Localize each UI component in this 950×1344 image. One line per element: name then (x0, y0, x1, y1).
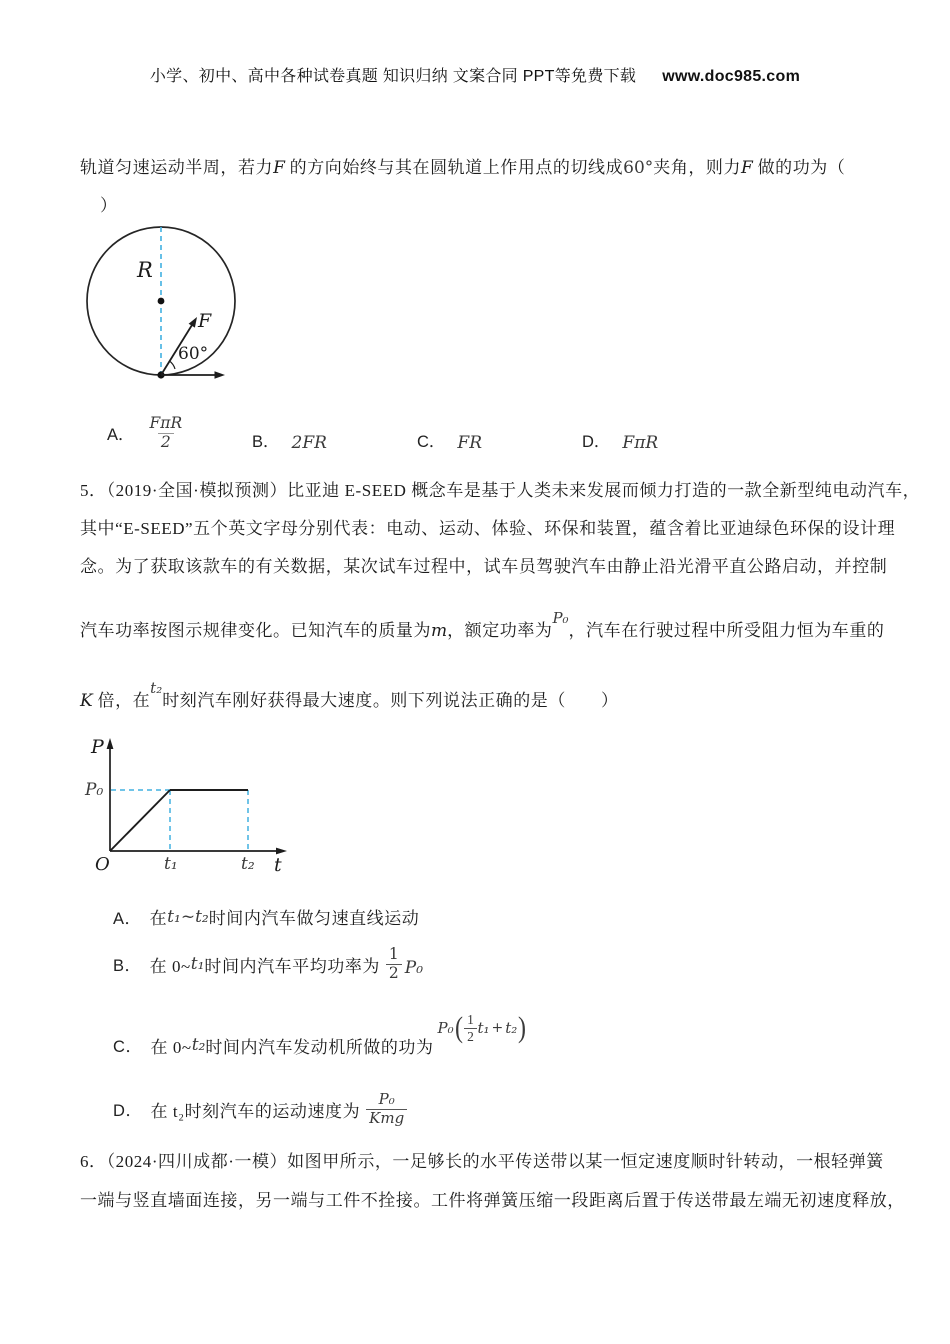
q4-line1-a: 轨道匀速运动半周，若力 (80, 158, 274, 177)
graph-ylabel: P (91, 736, 104, 758)
q5-power-time-graph (85, 736, 300, 881)
fraction-numerator: FπR (149, 413, 183, 432)
q5-option-c-mid: 时间内汽车发动机所做的功为 (205, 1037, 434, 1057)
q5-option-a (113, 904, 419, 929)
q4-option-a-label: A． (107, 426, 135, 444)
graph-xlabel: t (274, 854, 282, 876)
graph-t1-tick: t₁ (164, 854, 178, 874)
q5-option-c (113, 1011, 528, 1068)
formula-t2: t₂ (505, 1019, 518, 1037)
q4-text-line-1 (80, 155, 880, 181)
q5-option-b (113, 942, 423, 986)
q5-option-b-pre: 在 0~ (149, 956, 191, 976)
plus-sign: + (491, 1020, 504, 1036)
q4-option-a-fraction (147, 415, 186, 452)
q4-option-c-value: FR (457, 432, 483, 453)
fraction-denominator: 2 (386, 964, 402, 983)
open-paren: ( (454, 1011, 464, 1044)
q4-circle-figure (85, 220, 255, 390)
mass-symbol: m (431, 621, 448, 641)
q5-option-c-formula (438, 1011, 528, 1045)
radius-label: R (137, 258, 153, 282)
q5-option-a-pre: 在 (149, 909, 168, 928)
graph-origin: O (95, 854, 110, 875)
q5-option-c-t2: t₂ (191, 1035, 206, 1055)
q5-option-d (113, 1086, 407, 1132)
q5-option-b-t1: t₁ (190, 954, 205, 974)
formula-p0: P₀ (437, 1019, 454, 1037)
q4-option-d (582, 425, 658, 455)
q4-option-c (417, 425, 482, 455)
center-dot (158, 298, 165, 305)
q5-line5-b: 时刻汽车刚好获得最大速度。则下列说法正确的是（ ） (162, 691, 619, 710)
q5-option-d-pre: 在 t₂时刻汽车的运动速度为 (150, 1101, 361, 1121)
q4-option-c-label: C． (417, 433, 446, 451)
page-header (0, 63, 950, 86)
force-label: F (198, 310, 212, 332)
q4-force-symbol: F (273, 158, 285, 178)
q4-line1-c: 夹角，则力 (653, 158, 742, 177)
q5-option-a-post: 时间内汽车做匀速直线运动 (208, 909, 420, 928)
q5-text-line-3: 念。为了获取该款车的有关数据，某次试车过程中，试车员驾驶汽车由静止沿光滑平直公路启动，并控制 (80, 557, 888, 576)
rated-power-symbol: P₀ (552, 609, 569, 627)
fraction-numerator: P₀ (378, 1090, 395, 1109)
formula-fraction (464, 1012, 477, 1044)
q4-line1-b: 的方向始终与其在圆轨道上作用点的切线成 (289, 158, 624, 177)
q4-force-symbol-2: F (741, 158, 753, 178)
header-slogan: 小学、初中、高中各种试卷真题 知识归纳 文案合同 PPT等免费下载 (149, 68, 637, 85)
q4-option-b-value: 2FR (291, 432, 327, 453)
rising-power-segment (110, 790, 170, 851)
fraction-denominator: 2 (158, 433, 174, 452)
q5-line4-c: ，汽车在行驶过程中所受阻力恒为车重的 (568, 621, 885, 640)
q6-text-line-2: 一端与竖直墙面连接，另一端与工件不拴接。工件将弹簧压缩一段距离后置于传送带最左端无初速度释放， (80, 1191, 905, 1210)
q5-text-line-5 (80, 679, 880, 714)
header-site-url: www.doc985.com (662, 68, 801, 85)
angle-label: 60° (178, 344, 209, 364)
q5-option-a-label: A． (113, 909, 142, 928)
pt-graph-svg (85, 736, 300, 881)
q5-option-b-label: B． (113, 957, 142, 975)
q5-option-a-formula: t₁~t₂ (167, 906, 209, 927)
q4-option-d-value: FπR (622, 432, 659, 453)
tangent-arrowhead (215, 371, 226, 378)
graph-p0-tick: P₀ (85, 780, 104, 800)
q5-text-line-2: 其中“E-SEED”五个英文字母分别代表：电动、运动、体验、环保和装置，蕴含着比亚迪绿色环保的设计理 (80, 519, 896, 538)
t2-symbol: t₂ (150, 679, 163, 697)
q4-angle-value: 60° (623, 158, 654, 178)
circle-diagram-svg (85, 220, 255, 390)
fraction-denominator: 2 (464, 1028, 477, 1045)
q4-option-b (252, 425, 327, 455)
q4-option-d-label: D． (582, 433, 611, 451)
q5-line4-b: ，额定功率为 (447, 621, 553, 640)
q5-text-line-4 (80, 609, 885, 644)
fraction-numerator: 1 (467, 1011, 475, 1027)
fraction-denominator: Kmg (366, 1109, 407, 1127)
formula-t1: t₁ (477, 1019, 490, 1037)
force-arrowhead (189, 317, 197, 328)
q4-line1-d: 做的功为（ (757, 158, 846, 177)
q4-option-a (107, 405, 185, 461)
q4-option-b-label: B． (252, 433, 280, 451)
q5-option-b-p0: P₀ (404, 958, 424, 978)
fraction-numerator: 1 (388, 944, 399, 963)
close-paren: ) (518, 1011, 527, 1044)
graph-t2-tick: t₂ (241, 854, 255, 874)
q5-option-d-label: D． (113, 1102, 143, 1120)
q5-line5-a: 倍，在 (97, 691, 151, 710)
q6-text-line-1: 6．（2024·四川成都·一模）如图甲所示，一足够长的水平传送带以某一恒定速度顺时针转动，一根轻弹簧 (80, 1152, 884, 1171)
q5-option-c-pre: 在 0~ (150, 1037, 192, 1057)
y-axis-arrowhead (107, 738, 114, 749)
angle-arc (170, 361, 176, 369)
q4-text-line-2: ） (100, 196, 118, 215)
q5-option-b-fraction (386, 946, 402, 983)
q5-text-line-1: 5．（2019·全国·模拟预测）比亚迪 E-SEED 概念车是基于人类未来发展而倾力打造的一款全新型纯电动汽车， (80, 481, 921, 500)
k-symbol: K (80, 691, 93, 711)
q5-option-c-label: C． (113, 1038, 143, 1056)
q5-line4-a: 汽车功率按图示规律变化。已知汽车的质量为 (80, 621, 431, 640)
q5-option-d-fraction (366, 1091, 407, 1127)
q5-option-b-mid: 时间内汽车平均功率为 (204, 956, 380, 976)
